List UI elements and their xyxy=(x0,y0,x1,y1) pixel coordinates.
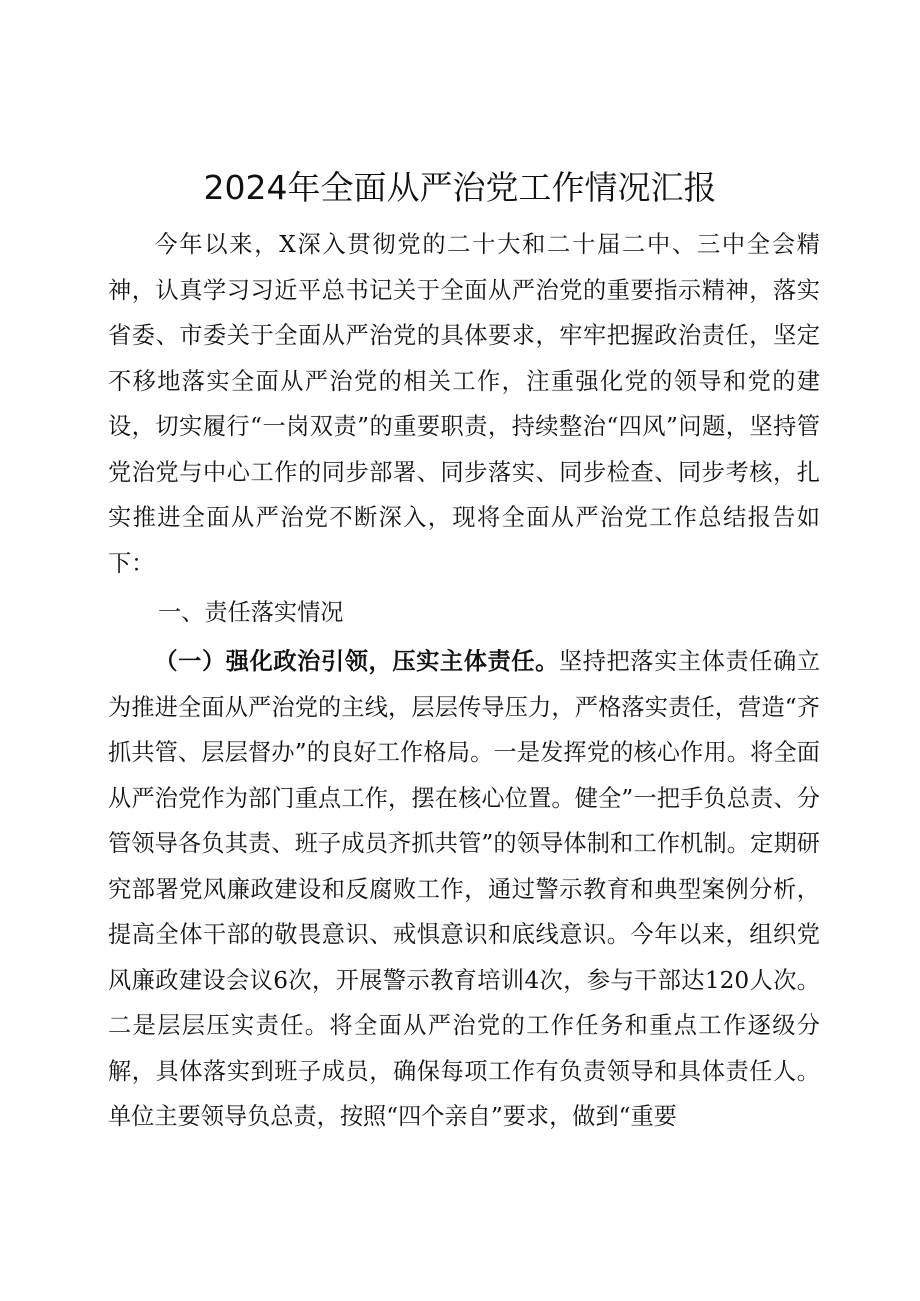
subsection-heading: （一）强化政治引领，压实主体责任。 xyxy=(154,648,559,675)
document-body xyxy=(108,222,820,1140)
subsection-body: 坚持把落实主体责任确立为推进全面从严治党的主线，层层传导压力，严格落实责任，营造“齐抓共管、层层督办”的良好工作格局。一是发挥党的核心作用。将全面从严治党作为部门重点工作，摆在核心位置。健全”一把手负总责、分管领导各负其责、班子成员齐抓共管”的领导体制和工作机制。定期研究部署党风廉政建设和反腐败工作，通过警示教育和典型案例分析，提高全体干部的敬畏意识、戒惧意识和底线意识。今年以来，组织党风廉政建设会议6次，开展警示教育培训4次，参与干部达120人次。二是层层压实责任。将全面从严治党的工作任务和重点工作逐级分解，具体落实到班子成员，确保每项工作有负责领导和具体责任人。单位主要领导负总责，按照“四个亲自”要求，做到“重要 xyxy=(108,648,821,1130)
section-heading: 一、责任落实情况 xyxy=(158,599,344,626)
subsection-paragraph xyxy=(108,639,820,1140)
document-title: 2024年全面从严治党工作情况汇报 xyxy=(203,168,717,207)
intro-paragraph: 今年以来，X深入贯彻党的二十大和二十届二中、三中全会精神，认真学习习近平总书记关于全面从严治党的重要指示精神，落实省委、市委关于全面从严治党的具体要求，牢牢把握政治责任，坚定不移地落实全面从严治党的相关工作，注重强化党的领导和党的建设，切实履行“一岗双责”的重要职责，持续整治“四风”问题，坚持管党治党与中心工作的同步部署、同步落实、同步检查、同步考核，扎实推进全面从严治党不断深入，现将全面从严治党工作总结报告如下： xyxy=(108,231,820,577)
